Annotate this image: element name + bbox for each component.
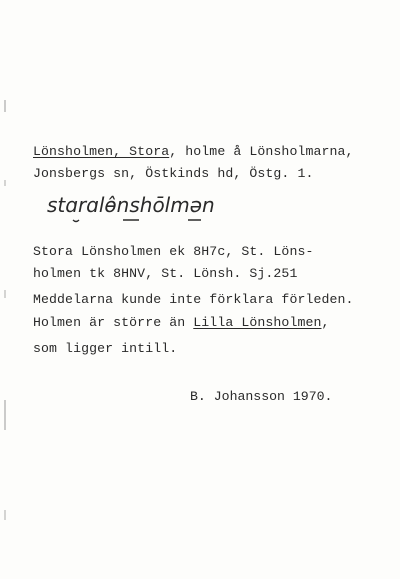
phonetic-transcription xyxy=(45,188,255,228)
card-line-5: Meddelarna kunde inte förklara förleden. xyxy=(33,292,354,307)
phonetic-text: stɑrɑlɵ̂nshōlmən xyxy=(47,193,215,217)
card-edge-marks xyxy=(2,100,12,540)
line6-prefix: Holmen är större än xyxy=(33,315,194,330)
headword-rest: , holme å Lönsholmarna, xyxy=(169,144,354,159)
cross-reference: Lilla Lönsholmen xyxy=(193,315,322,330)
card-line-3: Stora Lönsholmen ek 8H7c, St. Löns- xyxy=(33,244,314,259)
card-line-7: som ligger intill. xyxy=(33,341,178,356)
card-line-2: Jonsbergs sn, Östkinds hd, Östg. 1. xyxy=(33,166,314,181)
line6-suffix: , xyxy=(321,315,330,330)
card-line-6 xyxy=(33,315,330,331)
headword-place: Lönsholmen, Stora xyxy=(33,144,170,159)
card-line-4: holmen tk 8HNV, St. Lönsh. Sj.251 xyxy=(33,266,298,281)
card-line-1 xyxy=(33,144,354,160)
signature: B. Johansson 1970. xyxy=(190,389,333,404)
